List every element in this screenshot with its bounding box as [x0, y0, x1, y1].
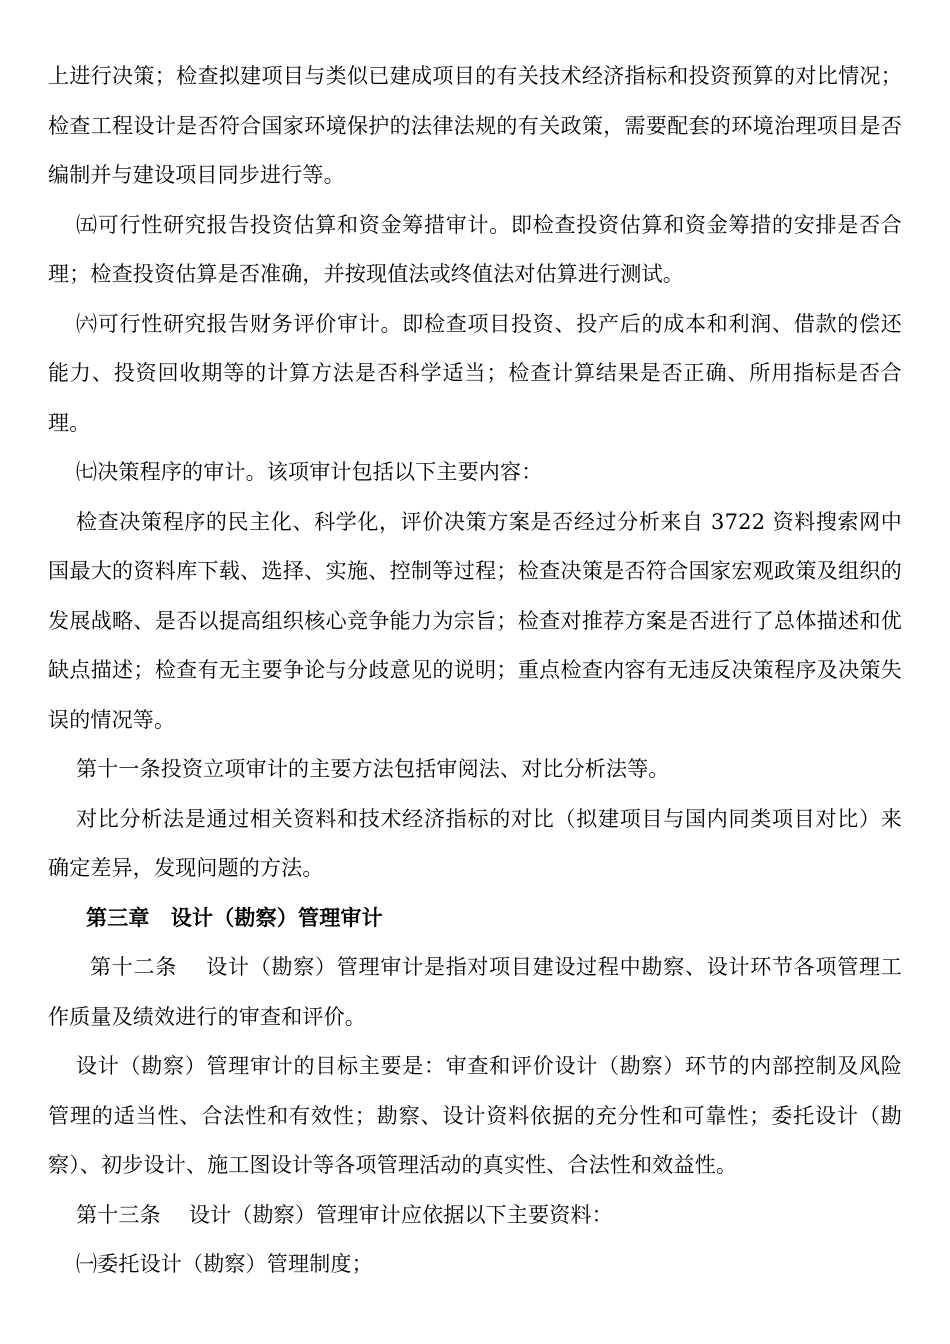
paragraph-article-13: 第十三条 设计（勘察）管理审计应依据以下主要资料：	[76, 1202, 613, 1227]
paragraph-article-12: 第十二条 设计（勘察）管理审计是指对项目建设过程中勘察、设计环节各项管理工作质量及绩效进行的审查和评价。	[48, 955, 902, 1029]
paragraph-article-11: 第十一条投资立项审计的主要方法包括审阅法、对比分析法等。	[76, 757, 670, 781]
chapter-3-heading: 第三章 设计（勘察）管理审计	[86, 905, 383, 930]
paragraph-investment-estimate-audit: ㈤可行性研究报告投资估算和资金筹措审计。即检查投资估算和资金筹措的安排是否合理；检查投资估算是否准确，并按现值法或终值法对估算进行测试。	[48, 212, 902, 286]
paragraph-financial-evaluation-audit: ㈥可行性研究报告财务评价审计。即检查项目投资、投产后的成本和利润、借款的偿还能力、投资回收期等的计算方法是否科学适当；检查计算结果是否正确、所用指标是否合理。	[48, 311, 902, 435]
paragraph-decision-procedure-audit: ㈦决策程序的审计。该项审计包括以下主要内容：	[76, 460, 543, 484]
list-item-1: ㈠委托设计（勘察）管理制度；	[76, 1252, 373, 1276]
paragraph-decision-procedure-details: 检查决策程序的民主化、科学化，评价决策方案是否经过分析来自 3722 资料搜索网中国最大的资料库下载、选择、实施、控制等过程；检查决策是否符合国家宏观政策及组织的发展战略、是否以提高组织核心竞争能力为宗旨；检查对推荐方案是否进行了总体描述和优缺点描述；检查有无主要争论与分歧意见的说明；重点检查内容有无违反决策程序及决策失误的情况等。	[48, 509, 902, 732]
paragraph-decision-comparison: 上进行决策；检查拟建项目与类似已建成项目的有关技术经济指标和投资预算的对比情况；检查工程设计是否符合国家环境保护的法律法规的有关政策，需要配套的环境治理项目是否编制并与建设项目同步进行等。	[48, 64, 902, 187]
paragraph-design-audit-goals: 设计（勘察）管理审计的目标主要是：审查和评价设计（勘察）环节的内部控制及风险管理的适当性、合法性和有效性；勘察、设计资料依据的充分性和可靠性；委托设计（勘察）、初步设计、施工图设计等各项管理活动的真实性、合法性和效益性。	[48, 1054, 902, 1177]
paragraph-comparative-analysis: 对比分析法是通过相关资料和技术经济指标的对比（拟建项目与国内同类项目对比）来确定差异，发现问题的方法。	[48, 806, 902, 880]
